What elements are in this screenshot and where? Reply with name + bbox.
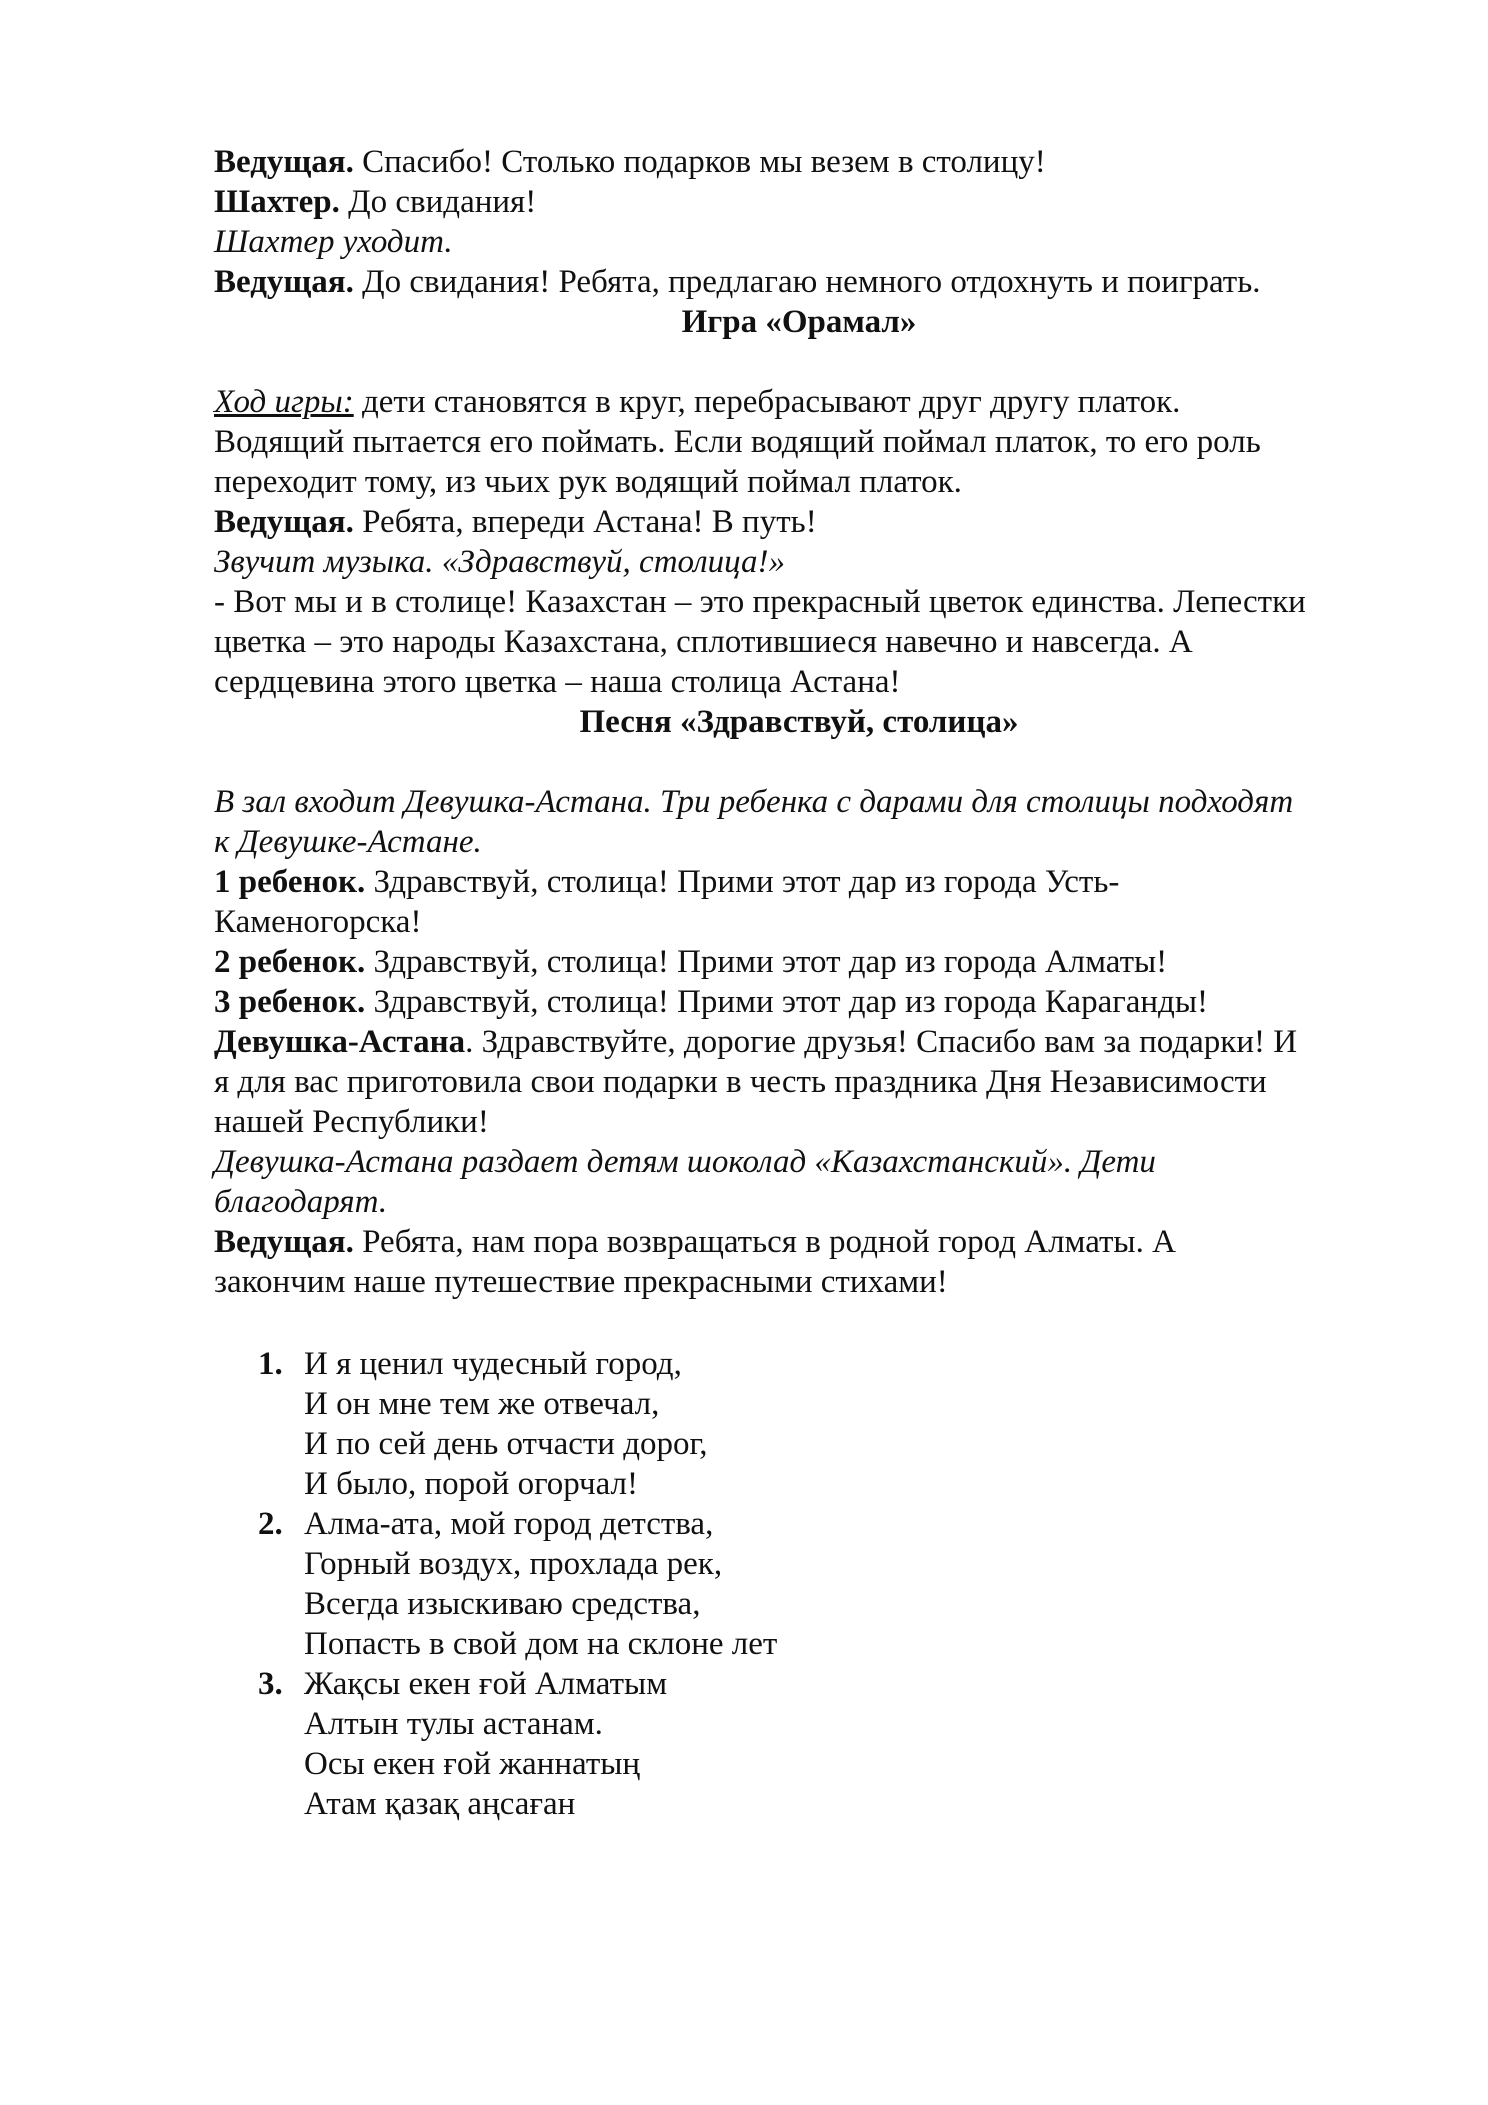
speaker-name: Шахтер. bbox=[214, 184, 340, 220]
dialogue-line bbox=[214, 1022, 1384, 1062]
speech-line: - Вот мы и в столице! Казахстан – это прекрасный цветок единства. Лепестки bbox=[214, 584, 1306, 620]
stage-direction: Девушка-Астана раздает детям шоколад «Казахстанский». Дети bbox=[214, 1144, 1156, 1180]
verse-line: Атам қазақ аңсаған bbox=[304, 1786, 576, 1822]
stanza-lines bbox=[304, 1344, 708, 1504]
dialogue-line bbox=[214, 982, 1384, 1022]
dialogue-line bbox=[214, 862, 1384, 902]
line-text: дети становятся в круг, перебрасывают друг другу платок. bbox=[353, 384, 1181, 420]
verse-line: Алма-ата, мой город детства, bbox=[304, 1506, 714, 1542]
song-title: Песня «Здравствуй, столица» bbox=[579, 704, 1019, 740]
game-title: Игра «Орамал» bbox=[681, 304, 917, 340]
speaker-name: Ведущая. bbox=[214, 144, 354, 180]
stanza-number: 2. bbox=[258, 1506, 283, 1542]
line-text: Здравствуй, столица! Прими этот дар из города Караганды! bbox=[365, 984, 1209, 1020]
stage-direction: Шахтер уходит. bbox=[214, 224, 453, 260]
speech-line: сердцевина этого цветка – наша столица Астана! bbox=[214, 664, 901, 700]
verse-line: И по сей день отчасти дорог, bbox=[304, 1426, 708, 1462]
spacer bbox=[214, 742, 1384, 782]
speaker-name: 3 ребенок. bbox=[214, 984, 366, 1020]
speaker-name: 2 ребенок. bbox=[214, 944, 366, 980]
stage-direction: В зал входит Девушка-Астана. Три ребенка с дарами для столицы подходят bbox=[214, 784, 1294, 820]
speaker-name: Ведущая. bbox=[214, 264, 354, 300]
dialogue-line bbox=[214, 142, 1384, 182]
stage-direction: к Девушке-Астане. bbox=[214, 824, 482, 860]
stage-direction: благодарят. bbox=[214, 1184, 388, 1220]
verse-line: Попасть в свой дом на склоне лет bbox=[304, 1626, 778, 1662]
poem bbox=[258, 1344, 1384, 1824]
verse-line: Всегда изыскиваю средства, bbox=[304, 1586, 701, 1622]
spacer bbox=[214, 342, 1384, 382]
dialogue-line bbox=[214, 1222, 1384, 1262]
stage-direction: Звучит музыка. «Здравствуй, столица!» bbox=[214, 544, 785, 580]
line-text: До свидания! Ребята, предлагаю немного отдохнуть и поиграть. bbox=[353, 264, 1261, 300]
dialogue-line bbox=[214, 182, 1384, 222]
dialogue-line bbox=[214, 262, 1384, 302]
speaker-name: 1 ребенок. bbox=[214, 864, 366, 900]
dialogue-line: закончим наше путешествие прекрасными стихами! bbox=[214, 1264, 948, 1300]
line-text: Ребята, впереди Астана! В путь! bbox=[353, 504, 817, 540]
line-text: Спасибо! Столько подарков мы везем в столицу! bbox=[353, 144, 1046, 180]
poem-stanza bbox=[258, 1504, 1384, 1664]
game-rules-label: Ход игры: bbox=[214, 384, 354, 420]
line-text: Ребята, нам пора возвращаться в родной город Алматы. А bbox=[353, 1224, 1176, 1260]
dialogue-line bbox=[214, 502, 1384, 542]
poem-stanza bbox=[258, 1664, 1384, 1824]
line-text: . Здравствуйте, дорогие друзья! Спасибо вам за подарки! И bbox=[465, 1024, 1298, 1060]
dialogue-line: Каменогорска! bbox=[214, 904, 422, 940]
poem-stanza bbox=[258, 1344, 1384, 1504]
game-rules-line: переходит тому, из чьих рук водящий поймал платок. bbox=[214, 464, 962, 500]
script-text bbox=[214, 142, 1384, 1824]
line-text: Здравствуй, столица! Прими этот дар из города Усть- bbox=[365, 864, 1120, 900]
dialogue-line: я для вас приготовила свои подарки в честь праздника Дня Независимости bbox=[214, 1064, 1267, 1100]
stanza-lines bbox=[304, 1664, 667, 1824]
dialogue-line: нашей Республики! bbox=[214, 1104, 489, 1140]
spacer bbox=[214, 1302, 1384, 1344]
speaker-name: Девушка-Астана bbox=[214, 1024, 466, 1060]
verse-line: И я ценил чудесный город, bbox=[304, 1346, 682, 1382]
speaker-name: Ведущая. bbox=[214, 504, 354, 540]
speech-line: цветка – это народы Казахстана, сплотившиеся навечно и навсегда. А bbox=[214, 624, 1193, 660]
speaker-name: Ведущая. bbox=[214, 1224, 354, 1260]
verse-line: И он мне тем же отвечал, bbox=[304, 1386, 660, 1422]
stanza-lines bbox=[304, 1504, 777, 1664]
stanza-number: 3. bbox=[258, 1666, 283, 1702]
game-rules-line bbox=[214, 382, 1384, 422]
verse-line: И было, порой огорчал! bbox=[304, 1466, 638, 1502]
verse-line: Осы екен ғой жаннатың bbox=[304, 1746, 641, 1782]
line-text: До свидания! bbox=[339, 184, 537, 220]
game-rules-line: Водящий пытается его поймать. Если водящий поймал платок, то его роль bbox=[214, 424, 1261, 460]
stanza-number: 1. bbox=[258, 1346, 283, 1382]
verse-line: Горный воздух, прохлада рек, bbox=[304, 1546, 723, 1582]
line-text: Здравствуй, столица! Прими этот дар из города Алматы! bbox=[365, 944, 1168, 980]
verse-line: Алтын тулы астанам. bbox=[304, 1706, 603, 1742]
verse-line: Жақсы екен ғой Алматым bbox=[304, 1666, 668, 1702]
dialogue-line bbox=[214, 942, 1384, 982]
